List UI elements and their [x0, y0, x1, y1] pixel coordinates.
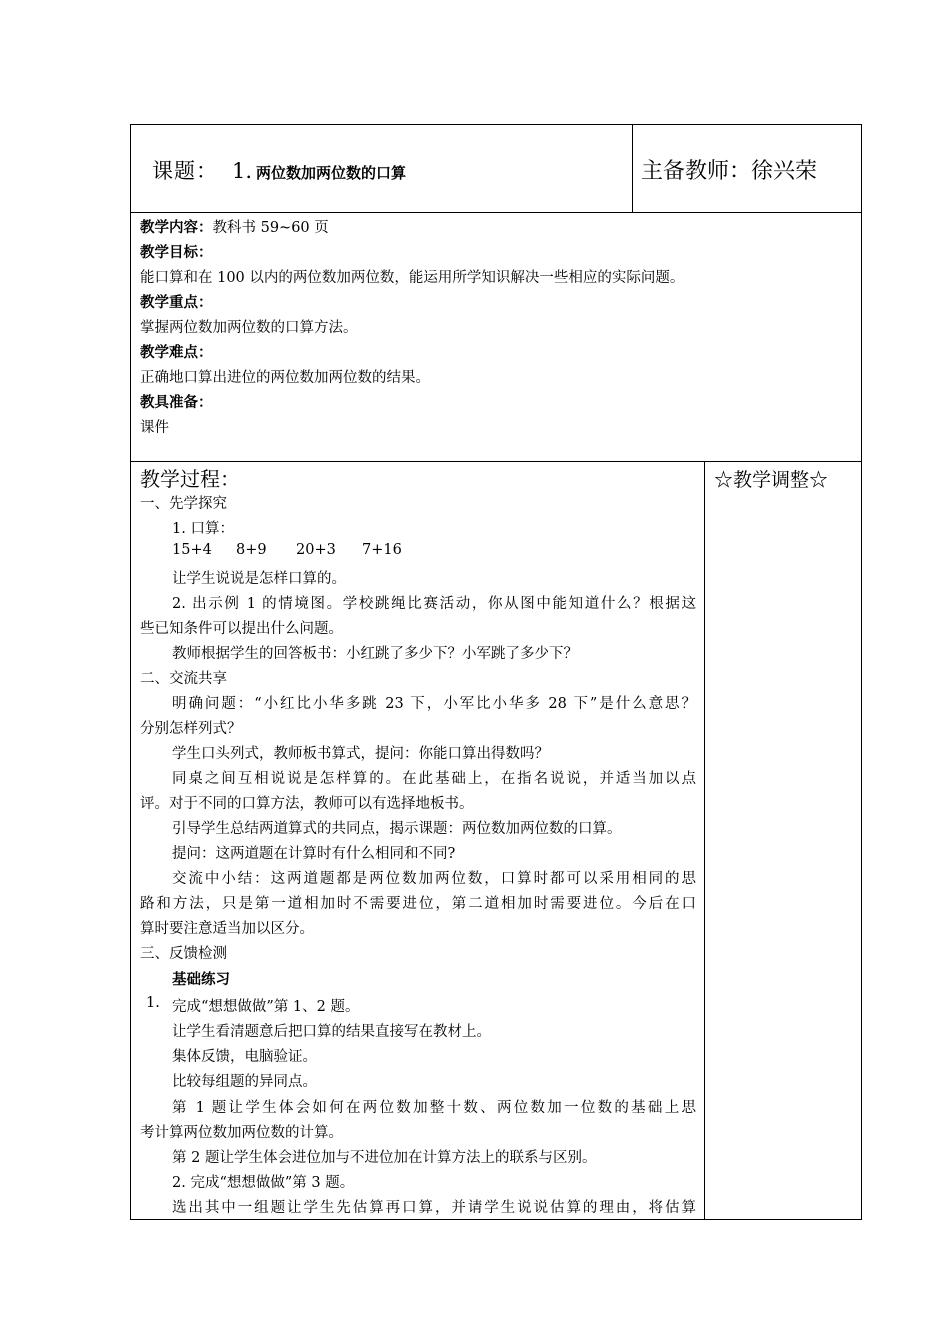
process-line: 让学生说说是怎样口算的。 [172, 571, 346, 587]
process-line: 提问：这两道题在计算时有什么相同和不同? [172, 846, 456, 862]
process-line: 路和方法，只是第一道相加时不需要进位，第二道相加时需要进位。今后在口 [140, 896, 696, 912]
process-line: 完成“想想做做”第 1、2 题。 [172, 999, 360, 1015]
topic-number: 1. [232, 159, 253, 183]
calc-row [172, 542, 402, 558]
process-divider [704, 461, 705, 1220]
goal-value: 能口算和在 100 以内的两位数加两位数，能运用所学知识解决一些相应的实际问题。 [140, 270, 685, 286]
calc-item: 15+4 [172, 542, 212, 558]
topic-label: 课题： [152, 159, 218, 183]
calc-item: 20+3 [296, 542, 336, 558]
info-block [130, 212, 862, 462]
tools-label: 教具准备： [140, 395, 213, 411]
difficulty-value: 正确地口算出进位的两位数加两位数的结果。 [140, 370, 430, 386]
key-label: 教学重点： [140, 295, 213, 311]
process-line: 2. 出示例 1 的情境图。学校跳绳比赛活动，你从图中能知道什么？根据这 [172, 596, 696, 612]
tools-value: 课件 [140, 420, 169, 436]
process-line: 算时要注意适当加以区分。 [140, 921, 314, 937]
topic-cell [152, 155, 406, 185]
process-line: 分别怎样列式？ [140, 721, 242, 737]
process-line: 比较每组题的异同点。 [172, 1074, 317, 1090]
process-line: 交流中小结：这两道题都是两位数加两位数，口算时都可以采用相同的思 [172, 871, 696, 887]
difficulty-label: 教学难点： [140, 345, 213, 361]
process-line: 让学生看清题意后把口算的结果直接写在教材上。 [172, 1024, 491, 1040]
section-heading: 三、反馈检测 [140, 946, 227, 962]
process-line: 明确问题：“小红比小华多跳 23 下，小军比小华多 28 下”是什么意思？ [172, 696, 696, 712]
process-line: 学生口头列式，教师板书算式，提问：你能口算出得数吗？ [172, 746, 549, 762]
process-line: 同桌之间互相说说是怎样算的。在此基础上，在指名说说，并适当加以点 [172, 771, 696, 787]
process-line: 第 2 题让学生体会进位加与不进位加在计算方法上的联系与区别。 [172, 1150, 597, 1166]
process-line: 评。对于不同的口算方法，教师可以有选择地板书。 [140, 796, 474, 812]
process-line: 选出其中一组题让学生先估算再口算，并请学生说说估算的理由，将估算 [172, 1200, 696, 1216]
content-label: 教学内容： [140, 220, 213, 236]
calc-item: 8+9 [236, 542, 267, 558]
content-value: 教科书 59~60 页 [212, 220, 329, 236]
process-line: 引导学生总结两道算式的共同点，揭示课题：两位数加两位数的口算。 [172, 821, 622, 837]
process-line: 教师根据学生的回答板书：小红跳了多少下？小军跳了多少下？ [172, 646, 578, 662]
item-number: 1. [146, 995, 160, 1011]
adjustment-title: ☆教学调整☆ [714, 469, 829, 491]
process-line: 考计算两位数加两位数的计算。 [140, 1125, 343, 1141]
process-line: 第 1 题让学生体会如何在两位数加整十数、两位数加一位数的基础上思 [172, 1100, 696, 1116]
subsection-heading: 基础练习 [172, 972, 230, 988]
calc-item: 7+16 [362, 542, 402, 558]
content-row [140, 216, 329, 237]
process-line: 些已知条件可以提出什么问题。 [140, 621, 343, 637]
header-divider [632, 124, 633, 213]
process-line: 1. 口算： [172, 521, 234, 537]
lead-teacher: 主备教师：徐兴荣 [641, 159, 818, 184]
goal-label: 教学目标： [140, 245, 213, 261]
process-line: 集体反馈，电脑验证。 [172, 1049, 317, 1065]
section-heading: 一、先学探究 [140, 496, 227, 512]
section-heading: 二、交流共享 [140, 671, 227, 687]
process-title: 教学过程： [140, 467, 240, 491]
key-value: 掌握两位数加两位数的口算方法。 [140, 320, 358, 336]
process-line: 2. 完成“想想做做”第 3 题。 [172, 1175, 355, 1191]
topic-title: 两位数加两位数的口算 [256, 164, 407, 182]
